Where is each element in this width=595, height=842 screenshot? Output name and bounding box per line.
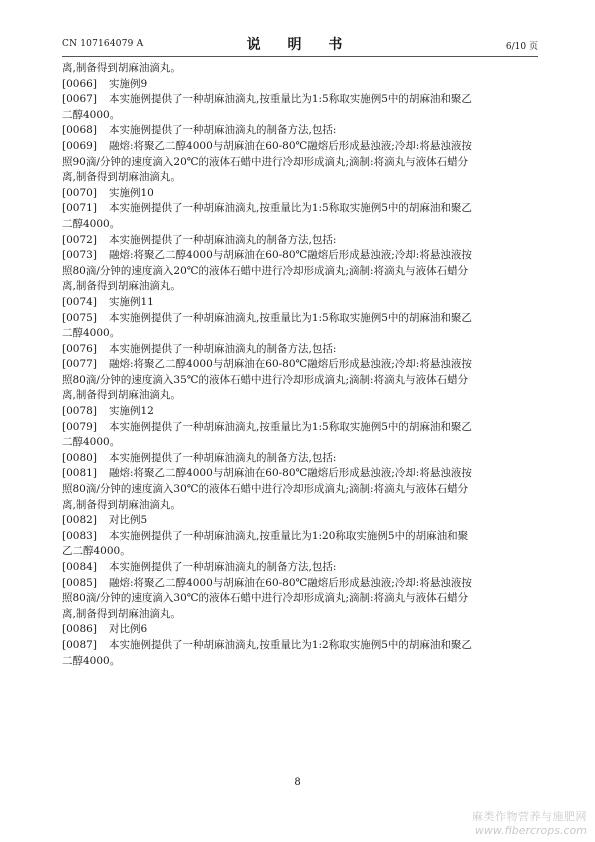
paragraph-text-continued: 离,制备得到胡麻油滴丸。 xyxy=(62,498,181,511)
paragraph xyxy=(62,186,540,202)
paragraph-text: 本实施例提供了一种胡麻油滴丸的制备方法,包括: xyxy=(109,561,337,573)
paragraph-number: [0072] xyxy=(62,233,97,246)
paragraph-text: 本实施例提供了一种胡麻油滴丸,按重量比为1:5称取实施例5中的胡麻油和聚乙 xyxy=(109,202,472,215)
paragraph-text: 融熔:将聚乙二醇4000与胡麻油在60-80℃融熔后形成悬浊液;冷却:将悬浊液按 xyxy=(109,249,472,262)
page-number: 8 xyxy=(294,777,301,788)
paragraph-text-continued: 二醇4000。 xyxy=(62,217,121,230)
paragraph-text: 融熔:将聚乙二醇4000与胡麻油在60-80℃融熔后形成悬浊液;冷却:将悬浊液按 xyxy=(109,576,472,589)
patent-number: CN 107164079 A xyxy=(62,39,144,49)
document-body xyxy=(62,61,540,669)
paragraph-number: [0078] xyxy=(62,405,97,418)
paragraph-number: [0083] xyxy=(62,529,97,542)
paragraph-number: [0086] xyxy=(62,623,97,636)
paragraph-number: [0068] xyxy=(62,124,97,137)
paragraph xyxy=(62,357,540,373)
page-header xyxy=(62,34,538,54)
paragraph-number: [0084] xyxy=(62,561,97,573)
paragraph-text: 本实施例提供了一种胡麻油滴丸的制备方法,包括: xyxy=(109,342,337,355)
paragraph-number: [0079] xyxy=(62,420,97,433)
paragraph-text: 实施例11 xyxy=(109,295,154,308)
paragraph-text: 实施例12 xyxy=(109,405,154,418)
paragraph-text-continued: 乙二醇4000。 xyxy=(62,545,131,558)
paragraph xyxy=(62,311,540,327)
paragraph-text: 本实施例提供了一种胡麻油滴丸的制备方法,包括: xyxy=(109,124,337,137)
paragraph-number: [0074] xyxy=(62,295,97,308)
paragraph xyxy=(62,466,540,482)
paragraph-text: 实施例10 xyxy=(109,186,154,199)
paragraph-number: [0081] xyxy=(62,467,97,480)
paragraph xyxy=(62,576,540,592)
paragraph xyxy=(62,248,540,264)
paragraph-number: [0085] xyxy=(62,576,97,589)
paragraph-number: [0080] xyxy=(62,451,97,464)
paragraph-text-continued: 离,制备得到胡麻油滴丸。 xyxy=(62,607,181,620)
paragraph-text: 实施例9 xyxy=(109,77,148,90)
paragraph-text: 本实施例提供了一种胡麻油滴丸,按重量比为1:20称取实施例5中的胡麻油和聚 xyxy=(109,529,469,542)
watermark-url: www.fibercrops.com xyxy=(474,824,587,837)
continued-line: 离,制备得到胡麻油滴丸。 xyxy=(62,62,181,74)
paragraph-number: [0071] xyxy=(62,202,97,215)
paragraph-text-continued: 二醇4000。 xyxy=(62,327,121,340)
paragraph-number: [0075] xyxy=(62,311,97,324)
paragraph xyxy=(62,420,540,436)
paragraph-number: [0067] xyxy=(62,93,97,106)
paragraph xyxy=(62,123,540,139)
paragraph-text-continued: 离,制备得到胡麻油滴丸。 xyxy=(62,171,181,184)
paragraph-text: 本实施例提供了一种胡麻油滴丸,按重量比为1:5称取实施例5中的胡麻油和聚乙 xyxy=(109,420,472,433)
paragraph-text-continued: 照80滴/分钟的速度滴入35℃的液体石蜡中进行冷却形成滴丸;滴制:将滴丸与液体石蜡分 xyxy=(62,373,469,386)
page-indicator: 6/10 页 xyxy=(505,42,538,52)
paragraph-text: 对比例6 xyxy=(109,623,148,636)
paragraph-number: [0077] xyxy=(62,358,97,371)
paragraph-text-continued: 离,制备得到胡麻油滴丸。 xyxy=(62,280,181,293)
paragraph xyxy=(62,638,540,654)
paragraph xyxy=(62,513,540,529)
paragraph-number: [0070] xyxy=(62,186,97,199)
watermark xyxy=(472,808,587,837)
paragraph xyxy=(62,342,540,358)
paragraph xyxy=(62,139,540,155)
paragraph xyxy=(62,622,540,638)
paragraph-number: [0073] xyxy=(62,249,97,262)
paragraph-text-continued: 二醇4000。 xyxy=(62,654,121,667)
paragraph-text-continued: 照80滴/分钟的速度滴入30℃的液体石蜡中进行冷却形成滴丸;滴制:将滴丸与液体石蜡分 xyxy=(62,592,469,605)
paragraph xyxy=(62,233,540,249)
paragraph-text-continued: 照80滴/分钟的速度滴入30℃的液体石蜡中进行冷却形成滴丸;滴制:将滴丸与液体石蜡分 xyxy=(62,483,469,496)
paragraph-number: [0087] xyxy=(62,638,97,651)
paragraph-text: 对比例5 xyxy=(109,514,148,527)
paragraph-text-continued: 二醇4000。 xyxy=(62,436,121,449)
paragraph xyxy=(62,295,540,311)
paragraph-text: 融熔:将聚乙二醇4000与胡麻油在60-80℃融熔后形成悬浊液;冷却:将悬浊液按 xyxy=(109,139,472,152)
paragraph xyxy=(62,201,540,217)
paragraph xyxy=(62,404,540,420)
paragraph-text: 本实施例提供了一种胡麻油滴丸,按重量比为1:5称取实施例5中的胡麻油和聚乙 xyxy=(109,311,472,324)
paragraph-text: 本实施例提供了一种胡麻油滴丸的制备方法,包括: xyxy=(109,233,337,246)
paragraph-text: 本实施例提供了一种胡麻油滴丸,按重量比为1:5称取实施例5中的胡麻油和聚乙 xyxy=(109,93,472,106)
paragraph-text: 本实施例提供了一种胡麻油滴丸,按重量比为1:2称取实施例5中的胡麻油和聚乙 xyxy=(109,638,472,651)
header-divider xyxy=(62,56,538,57)
paragraph-text-continued: 二醇4000。 xyxy=(62,108,121,121)
paragraph-text-continued: 离,制备得到胡麻油滴丸。 xyxy=(62,389,181,402)
paragraph xyxy=(62,451,540,467)
document-title: 说 明 书 xyxy=(246,37,354,53)
paragraph-text-continued: 照90滴/分钟的速度滴入20℃的液体石蜡中进行冷却形成滴丸;滴制:将滴丸与液体石蜡分 xyxy=(62,155,469,168)
paragraph xyxy=(62,77,540,93)
paragraph-number: [0066] xyxy=(62,77,97,90)
paragraph-text: 本实施例提供了一种胡麻油滴丸的制备方法,包括: xyxy=(109,451,337,464)
paragraph-number: [0069] xyxy=(62,139,97,152)
paragraph-text-continued: 照80滴/分钟的速度滴入20℃的液体石蜡中进行冷却形成滴丸;滴制:将滴丸与液体石蜡分 xyxy=(62,264,469,277)
paragraph xyxy=(62,529,540,545)
paragraph-text: 融熔:将聚乙二醇4000与胡麻油在60-80℃融熔后形成悬浊液;冷却:将悬浊液按 xyxy=(109,467,472,480)
paragraph xyxy=(62,560,540,576)
paragraph-number: [0076] xyxy=(62,342,97,355)
paragraph-text: 融熔:将聚乙二醇4000与胡麻油在60-80℃融熔后形成悬浊液;冷却:将悬浊液按 xyxy=(109,358,472,371)
paragraph-number: [0082] xyxy=(62,514,97,527)
paragraph xyxy=(62,92,540,108)
watermark-text: 麻类作物营养与施肥网 xyxy=(472,810,587,823)
